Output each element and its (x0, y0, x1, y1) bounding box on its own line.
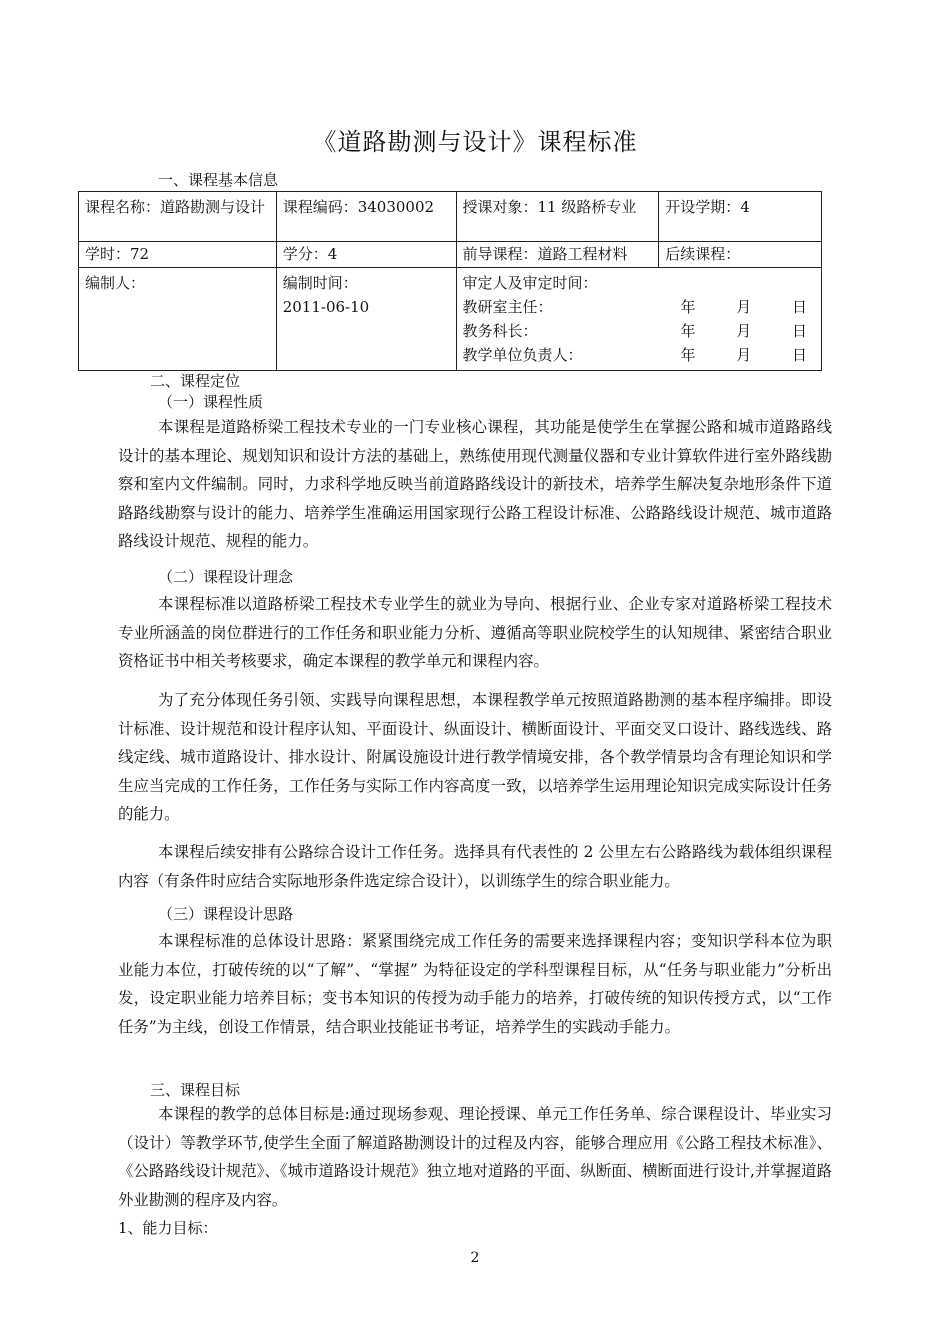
list-item-ability-objectives: 1、能力目标： (118, 1219, 218, 1237)
paragraph-course-nature: 本课程是道路桥梁工程技术专业的一门专业核心课程，其功能是使学生在掌握公路和城市道路路线设计的基本理论、规划知识和设计方法的基础上，熟练使用现代测量仪器和专业计算软件进行室外路线勘察和室内文件编制。同时，力求科学地反映当前道路路线设计的新技术，培养学生解决复杂地形条件下道路路线勘察与设计的能力、培养学生准确运用国家现行公路工程设计标准、公路路线设计规范、城市道路路线设计规范、规程的能力。 (118, 418, 832, 551)
compile-time-label: 编制时间： (282, 274, 358, 292)
compiler-cell: 编制人： (79, 268, 277, 371)
table-row (79, 242, 822, 268)
section-heading-objectives: 三、课程目标 (150, 1081, 241, 1099)
subheading-design-concept: （二）课程设计理念 (158, 568, 294, 586)
hours-cell: 学时：72 (79, 242, 277, 268)
reviewer-date: 年 月 日 (680, 346, 825, 364)
audience-cell: 授课对象：11 级路桥专业 (456, 192, 659, 242)
page-title: 《道路勘测与设计》课程标准 (312, 128, 638, 156)
subheading-design-approach: （三）课程设计思路 (158, 905, 294, 923)
section-heading-positioning: 二、课程定位 (150, 372, 241, 390)
paragraph-task-oriented: 为了充分体现任务引领、实践导向课程思想，本课程教学单元按照道路勘测的基本程序编排。即设计标准、设计规范和设计程序认知、平面设计、纵面设计、横断面设计、平面交叉口设计、路线选线、路线定线、城市道路设计、排水设计、附属设施设计进行教学情境安排，各个教学情景均含有理论知识和学生应当完成的工作任务，工作任务与实际工作内容高度一致，以培养学生运用理论知识完成实际设计任务的能力。 (118, 691, 832, 824)
semester-cell: 开设学期：4 (659, 192, 822, 242)
compile-time-value: 2011-06-10 (282, 298, 370, 316)
subheading-course-nature: （一）课程性质 (158, 393, 264, 411)
reviewer-date: 年 月 日 (680, 322, 825, 340)
table-row (79, 192, 822, 242)
prereq-cell: 前导课程：道路工程材料 (456, 242, 659, 268)
compile-time-cell (276, 268, 456, 371)
reviewer-role: 教务科长： (462, 322, 538, 340)
review-cell (456, 268, 825, 371)
reviewer-row (462, 295, 825, 319)
reviewer-row (462, 343, 825, 367)
paragraph-design-concept: 本课程标准以道路桥梁工程技术专业学生的就业为导向、根据行业、企业专家对道路桥梁工程技术专业所涵盖的岗位群进行的工作任务和职业能力分析、遵循高等职业院校学生的认知规律、紧密结合职业资格证书中相关考核要求，确定本课程的教学单元和课程内容。 (118, 595, 832, 671)
paragraph-overall-objective: 本课程的教学的总体目标是:通过现场参观、理论授课、单元工作任务单、综合课程设计、毕业实习（设计）等教学环节,使学生全面了解道路勘测设计的过程及内容，能够合理应用《公路工程技术标准》、《公路路线设计规范》、《城市道路设计规范》独立地对道路的平面、纵断面、横断面进行设计,并掌握道路外业勘测的程序及内容。 (118, 1105, 832, 1209)
reviewer-date: 年 月 日 (680, 298, 825, 316)
page-number: 2 (470, 1250, 480, 1266)
reviewer-role: 教学单位负责人： (462, 346, 583, 364)
reviewer-row (462, 319, 825, 343)
course-info-table (78, 191, 825, 371)
followup-cell: 后续课程： (659, 242, 822, 268)
credits-cell: 学分：4 (276, 242, 456, 268)
course-name-cell: 课程名称：道路勘测与设计 (79, 192, 277, 242)
table-row (79, 268, 822, 371)
review-label: 审定人及审定时间： (462, 274, 598, 292)
paragraph-design-approach: 本课程标准的总体设计思路：紧紧围绕完成工作任务的需要来选择课程内容；变知识学科本位为职业能力本位，打破传统的以“了解”、“掌握” 为特征设定的学科型课程目标，从“任务与职业能力”分析出发，设定职业能力培养目标；变书本知识的传授为动手能力的培养，打破传统的知识传授方式，以“工作任务”为主线，创设工作情景，结合职业技能证书考证，培养学生的实践动手能力。 (118, 932, 832, 1036)
paragraph-comprehensive-design: 本课程后续安排有公路综合设计工作任务。选择具有代表性的 2 公里左右公路路线为载体组织课程内容（有条件时应结合实际地形条件选定综合设计），以训练学生的综合职业能力。 (118, 843, 832, 890)
reviewer-role: 教研室主任： (462, 298, 553, 316)
section-heading-basic-info: 一、课程基本信息 (158, 171, 279, 189)
course-code-cell: 课程编码：34030002 (276, 192, 456, 242)
